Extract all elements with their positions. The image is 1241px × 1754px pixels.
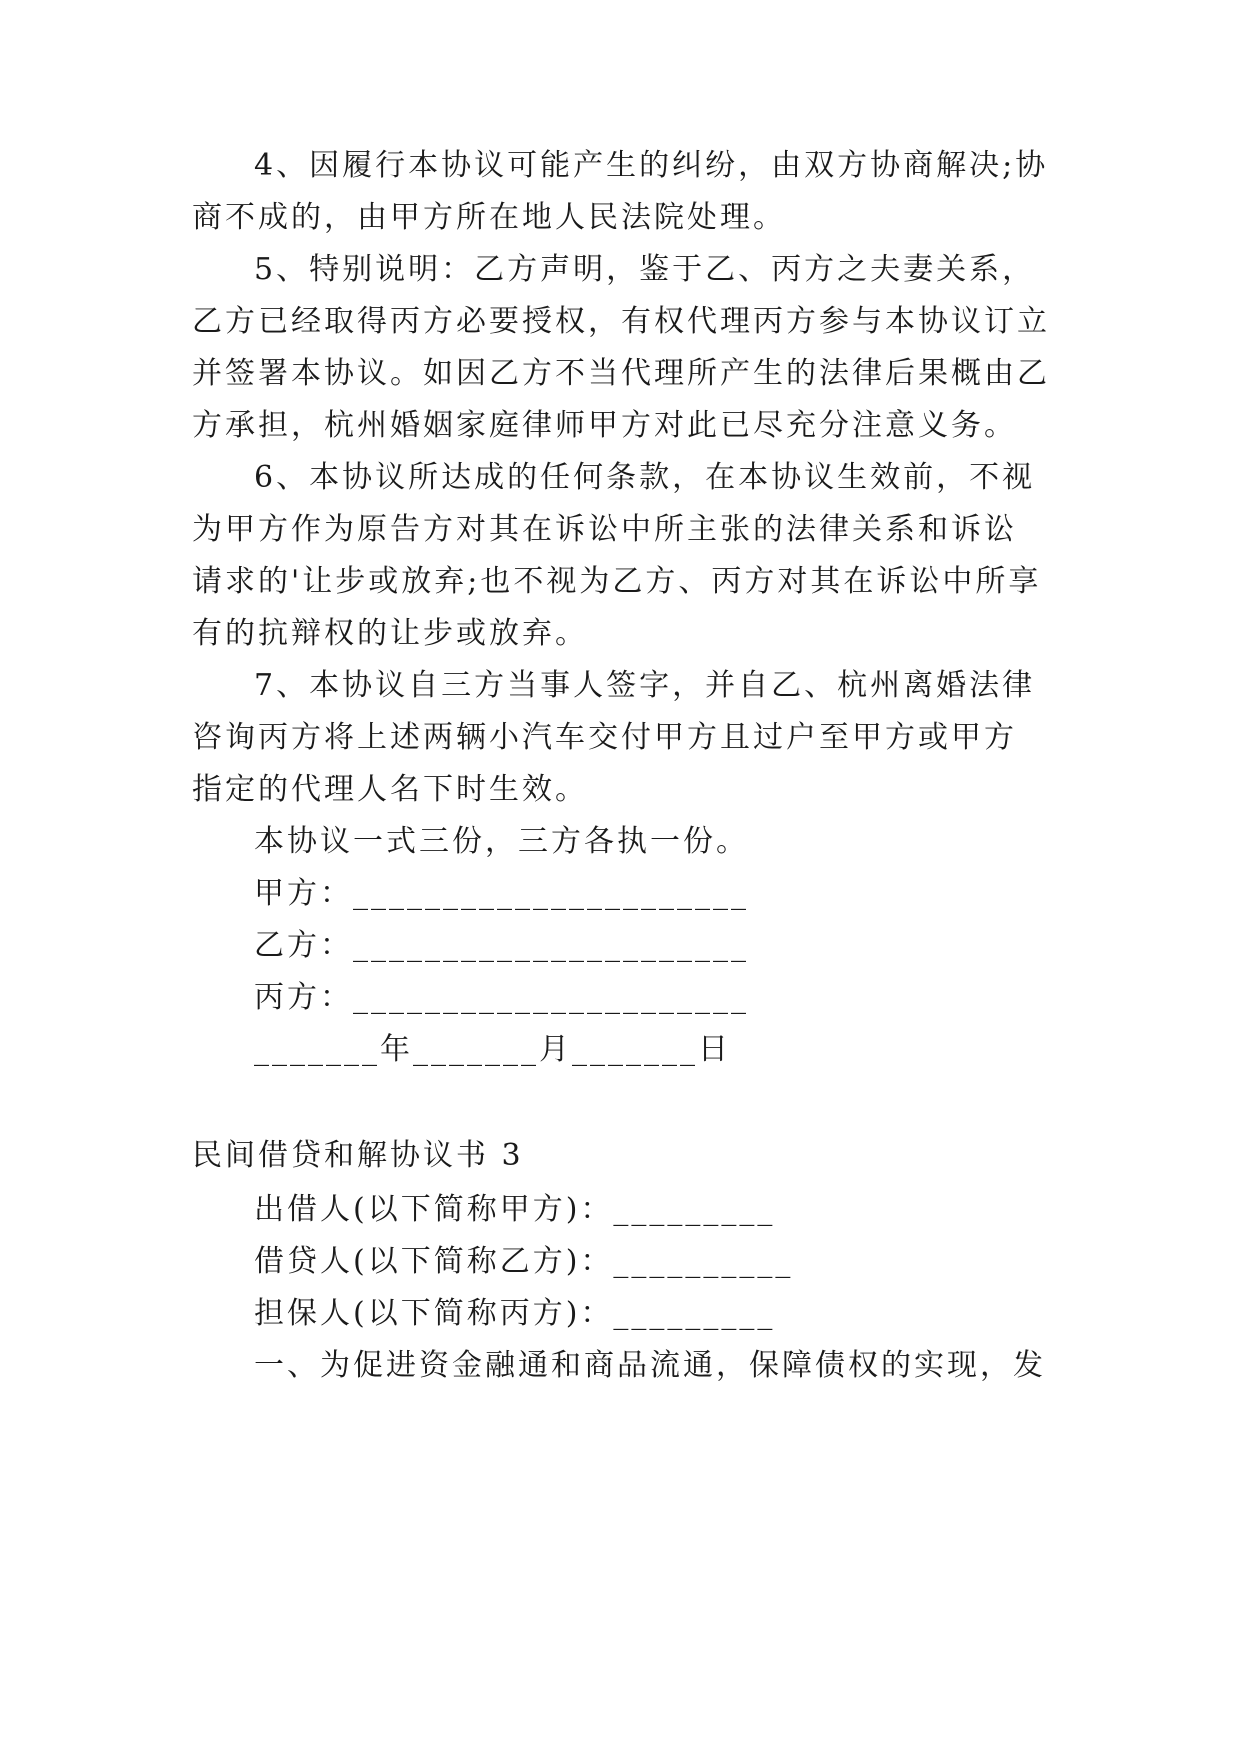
guarantor-label: 担保人(以下简称丙方)： [254,1296,614,1331]
party-b-signature-row [254,924,749,968]
day-label: 日 [698,1032,731,1067]
clause-5-line-1: 5、特别说明：乙方声明，鉴于乙、丙方之夫妻关系， [254,252,1036,287]
section-3-title: 民间借贷和解协议书 3 [192,1138,524,1173]
day-blank[interactable]: _______ [572,1032,698,1067]
clause-5-line-2: 乙方已经取得丙方必要授权，有权代理丙方参与本协议订立 [192,304,1050,339]
party-a-label: 甲方： [254,876,353,911]
lender-row [254,1188,775,1232]
month-label: 月 [539,1032,572,1067]
borrower-row [254,1240,793,1284]
borrower-blank[interactable]: __________ [613,1244,794,1279]
clause-6-line-4: 有的抗辩权的让步或放弃。 [192,616,588,651]
clause-7-line-1: 7、本协议自三方当事人签字，并自乙、杭州离婚法律 [254,668,1036,703]
lender-label: 出借人(以下简称甲方)： [254,1192,614,1227]
year-label: 年 [380,1032,413,1067]
party-b-signature-blank[interactable]: ______________________ [353,928,749,963]
month-blank[interactable]: _______ [413,1032,539,1067]
clause-7-line-3: 指定的代理人名下时生效。 [192,772,588,807]
clause-4-line-1: 4、因履行本协议可能产生的纠纷，由双方协商解决;协 [254,148,1049,183]
party-a-signature-row [254,872,749,916]
guarantor-row [254,1292,775,1336]
lender-blank[interactable]: _________ [613,1192,776,1227]
guarantor-blank[interactable]: _________ [613,1296,776,1331]
clause-6-line-1: 6、本协议所达成的任何条款，在本协议生效前，不视 [254,460,1036,495]
clause-6-line-3: 请求的'让步或放弃;也不视为乙方、丙方对其在诉讼中所享 [192,564,1042,599]
clause-5-line-4: 方承担，杭州婚姻家庭律师甲方对此已尽充分注意义务。 [192,408,1017,443]
article-1-line-1: 一、为促进资金融通和商品流通，保障债权的实现，发 [254,1348,1046,1383]
copies-note: 本协议一式三份，三方各执一份。 [254,824,749,859]
party-c-label: 丙方： [254,980,353,1015]
borrower-label: 借贷人(以下简称乙方)： [254,1244,614,1279]
party-c-signature-blank[interactable]: ______________________ [353,980,749,1015]
clause-4-line-2: 商不成的，由甲方所在地人民法院处理。 [192,200,786,235]
date-row [254,1028,731,1072]
clause-6-line-2: 为甲方作为原告方对其在诉讼中所主张的法律关系和诉讼 [192,512,1017,547]
party-a-signature-blank[interactable]: ______________________ [353,876,749,911]
party-b-label: 乙方： [254,928,353,963]
year-blank[interactable]: _______ [254,1032,380,1067]
clause-5-line-3: 并签署本协议。如因乙方不当代理所产生的法律后果概由乙 [192,356,1050,391]
party-c-signature-row [254,976,749,1020]
clause-7-line-2: 咨询丙方将上述两辆小汽车交付甲方且过户至甲方或甲方 [192,720,1017,755]
